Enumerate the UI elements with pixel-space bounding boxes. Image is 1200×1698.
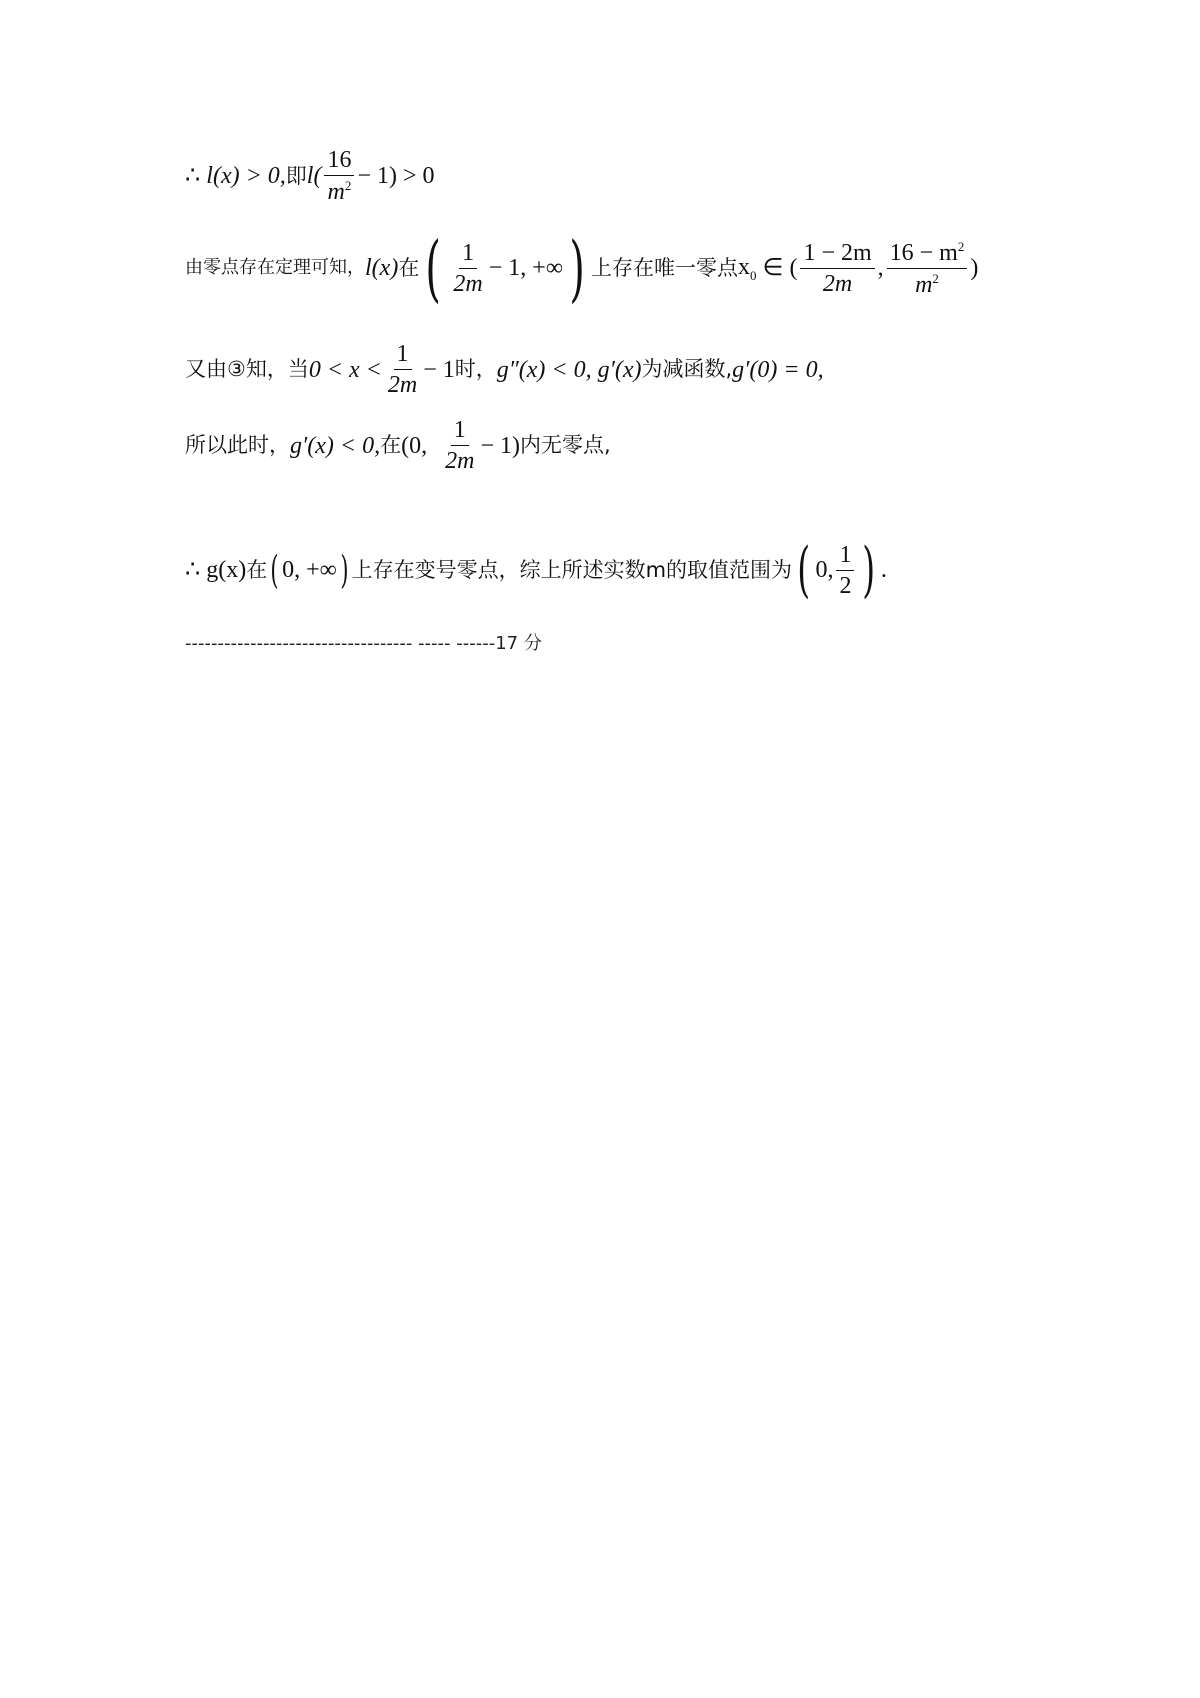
num-text: 16 − m bbox=[889, 239, 958, 266]
solution-line-2 bbox=[185, 226, 979, 310]
fraction-numerator: 1 bbox=[394, 342, 412, 370]
fraction-16-minus-m2-over-m2 bbox=[887, 240, 968, 297]
left-paren-large: ( bbox=[425, 226, 442, 310]
solution-line-4 bbox=[185, 418, 611, 473]
open-interval: (0, bbox=[401, 432, 428, 459]
g-of-x: g(x) bbox=[206, 557, 247, 583]
therefore-symbol: ∴ bbox=[185, 163, 201, 189]
left-paren-large: ( bbox=[797, 535, 811, 605]
range-zero: 0, bbox=[815, 557, 834, 583]
period: . bbox=[880, 557, 887, 583]
g-prime-negative: g′(x) < 0, bbox=[290, 432, 381, 459]
den-sup: 2 bbox=[344, 178, 352, 193]
therefore-symbol: ∴ bbox=[185, 557, 201, 583]
zai-label: 在 bbox=[246, 557, 268, 582]
interval-zero-inf: 0, +∞ bbox=[282, 557, 337, 583]
fraction-1-over-2m bbox=[385, 342, 420, 397]
fraction-1-over-2m bbox=[450, 241, 485, 296]
right-paren-large: ) bbox=[862, 535, 876, 605]
right-paren-large: ) bbox=[569, 226, 585, 310]
fraction-denominator: 2m bbox=[445, 448, 475, 474]
fraction-16-over-m2 bbox=[324, 148, 354, 204]
l-of-x: l(x) bbox=[365, 255, 399, 281]
l-positive: l(x) > 0, bbox=[206, 163, 286, 189]
interval-tail: − 1, +∞ bbox=[488, 255, 563, 281]
x-sub: 0 bbox=[750, 267, 757, 283]
fraction-1-over-2 bbox=[836, 543, 854, 598]
shi-label: 时， bbox=[454, 357, 497, 381]
l1-tail: − 1) > 0 bbox=[357, 163, 435, 189]
second-derivative: g″(x) < 0, g′(x) bbox=[496, 356, 642, 383]
fraction-numerator: 1 bbox=[836, 543, 854, 571]
l-open: l( bbox=[306, 163, 322, 189]
fraction-numerator bbox=[887, 240, 968, 269]
comma: , bbox=[877, 255, 884, 281]
fraction-1-minus-2m-over-2m bbox=[800, 241, 874, 296]
fraction-numerator: 16 bbox=[324, 148, 354, 176]
fraction-denominator: 2 bbox=[839, 572, 852, 599]
minus-one-close: − 1) bbox=[480, 432, 520, 459]
unique-zero-label: 上存在唯一零点 bbox=[591, 255, 739, 280]
num-sup: 2 bbox=[957, 238, 965, 254]
solution-line-1 bbox=[185, 148, 435, 204]
element-of: ∈ ( bbox=[762, 255, 798, 281]
fraction-1-over-2m bbox=[442, 418, 477, 473]
g-prime-zero: g′(0) = 0, bbox=[732, 356, 824, 383]
zai-label: 在 bbox=[398, 255, 420, 280]
x0-symbol bbox=[738, 255, 757, 282]
fraction-denominator: 2m bbox=[387, 372, 418, 398]
fraction-denominator bbox=[325, 176, 355, 204]
line3-intro: 又由③知，当 bbox=[185, 357, 309, 381]
no-zero-label: 内无零点, bbox=[519, 433, 611, 457]
fraction-denominator bbox=[912, 269, 942, 297]
score-line: ----------------------------------- ----- ------17 分 bbox=[185, 633, 542, 654]
minus-one: − 1 bbox=[423, 356, 455, 383]
left-paren: ( bbox=[270, 548, 279, 592]
fraction-denominator: 2m bbox=[453, 270, 483, 297]
conclusion-label: 上存在变号零点，综上所述实数m的取值范围为 bbox=[351, 557, 793, 582]
zero-theorem-intro: 由零点存在定理可知， bbox=[185, 257, 365, 278]
inequality: 0 < x < bbox=[308, 356, 382, 383]
zai-label: 在 bbox=[380, 433, 402, 457]
line4-intro: 所以此时， bbox=[185, 433, 290, 457]
solution-line-3 bbox=[185, 342, 824, 397]
fraction-denominator: 2m bbox=[822, 270, 853, 297]
right-paren: ) bbox=[340, 548, 349, 592]
close-paren: ) bbox=[970, 255, 979, 281]
fraction-numerator: 1 bbox=[451, 418, 469, 446]
fraction-numerator: 1 − 2m bbox=[800, 241, 874, 269]
fraction-numerator: 1 bbox=[459, 241, 477, 269]
decreasing-label: 为减函数, bbox=[641, 357, 733, 381]
den-m: m bbox=[327, 179, 345, 205]
x-char: x bbox=[738, 253, 751, 280]
ji-label: 即 bbox=[285, 163, 307, 188]
den-sup: 2 bbox=[932, 270, 939, 286]
solution-line-5 bbox=[185, 535, 887, 605]
den-m: m bbox=[915, 271, 933, 298]
